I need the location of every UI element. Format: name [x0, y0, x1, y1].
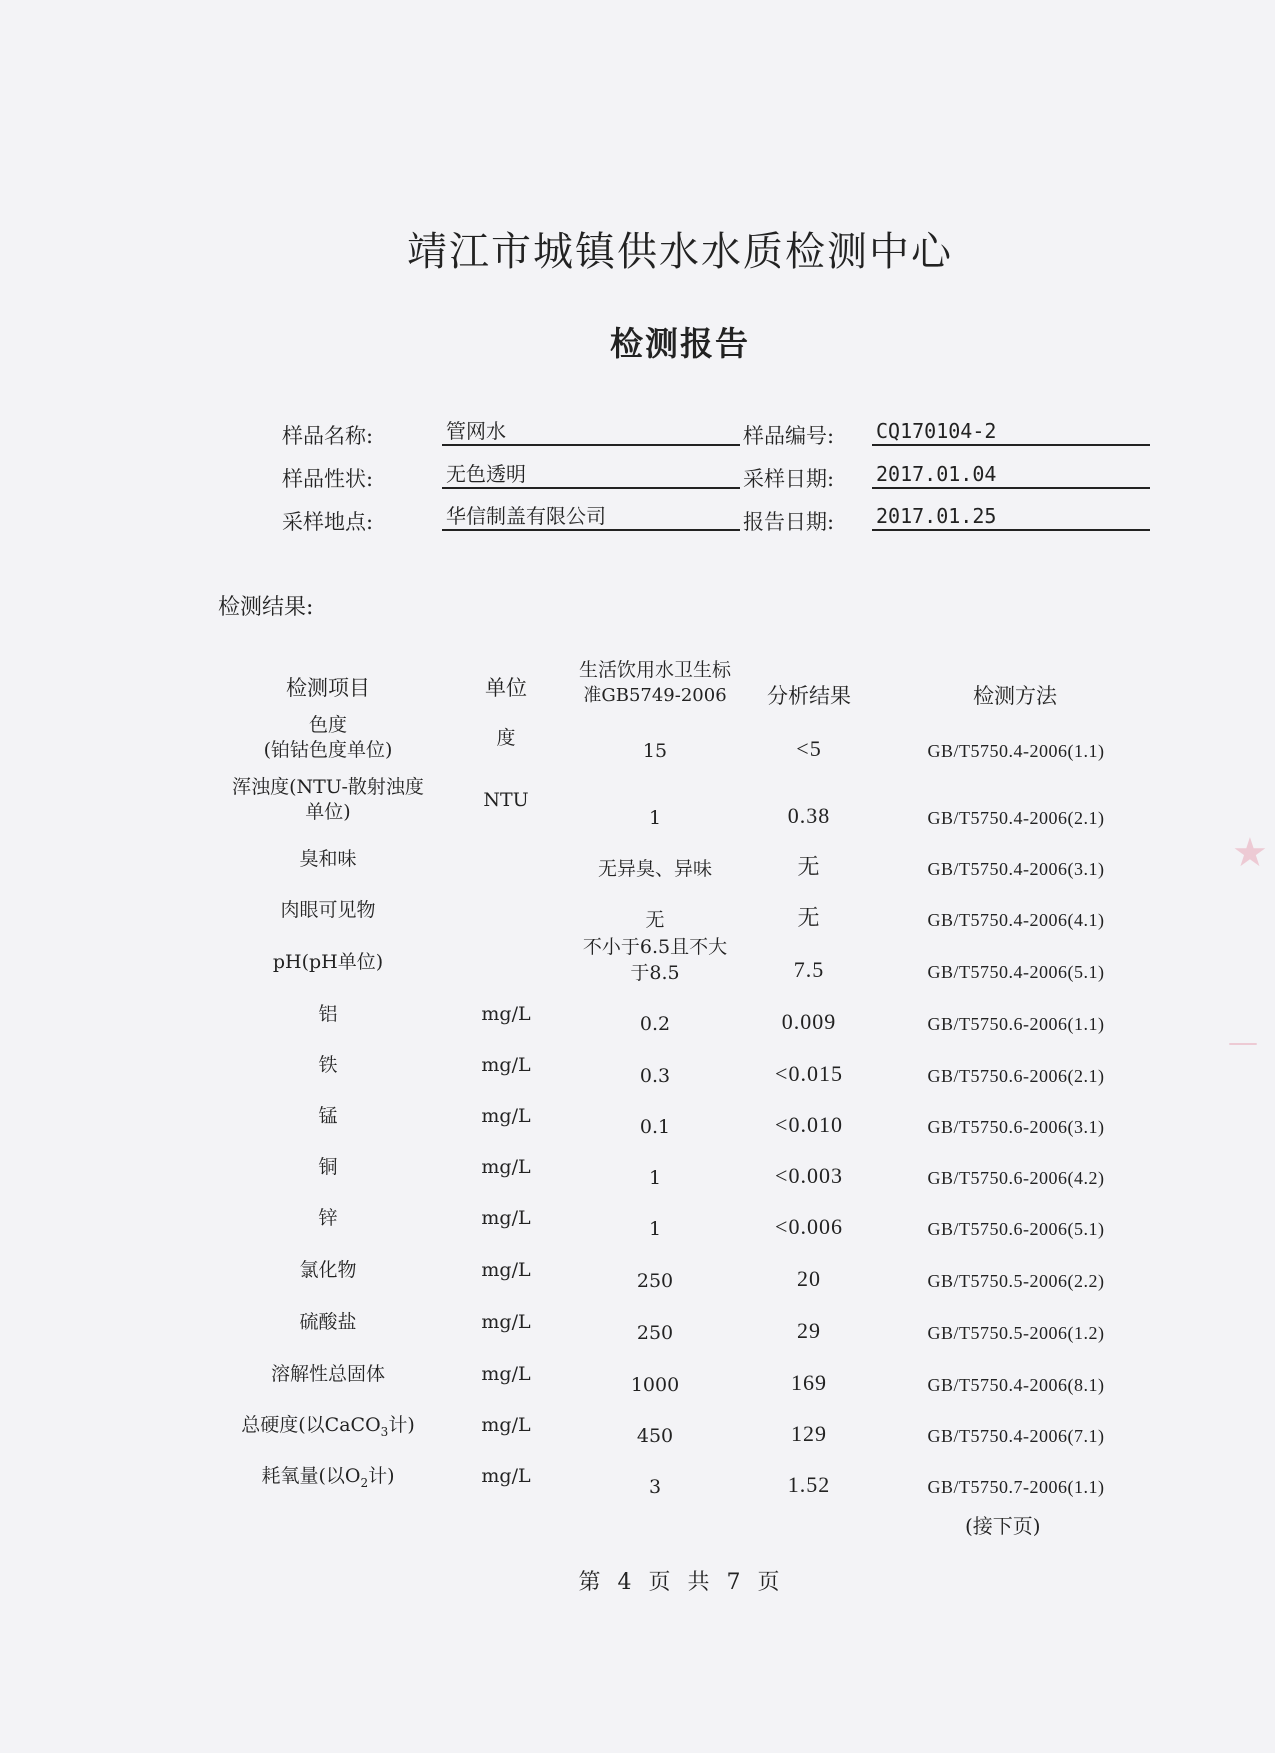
- row-oxygen-consumption-item: 耗氧量(以$O_2$计): [261, 1465, 395, 1490]
- report-date-label: 报告日期:: [743, 510, 835, 534]
- row-color-method: GB/T5750.4-2006(1.1): [927, 741, 1105, 761]
- row-odor-item: 臭和味: [299, 848, 357, 870]
- row-manganese-method: GB/T5750.6-2006(3.1): [927, 1117, 1105, 1137]
- row-copper-method: GB/T5750.6-2006(4.2): [927, 1168, 1105, 1188]
- row-odor-result: 无: [797, 854, 821, 879]
- continued-note: (接下页): [965, 1514, 1041, 1538]
- row-copper-standard: 1: [648, 1167, 662, 1189]
- row-tds-unit: mg/L: [481, 1363, 531, 1385]
- row-oxygen-consumption-method: GB/T5750.7-2006(1.1): [927, 1477, 1105, 1497]
- sampling-location-label: 采样地点:: [282, 510, 374, 534]
- row-turbidity-result: 0.38: [787, 803, 831, 828]
- row-color-item-line2: (铂钴色度单位): [263, 739, 393, 761]
- sample-appearance-value: 无色透明: [442, 461, 740, 489]
- seal-fragment-icon: ★: [1232, 830, 1268, 876]
- report-date-value: 2017.01.25: [872, 503, 1150, 531]
- row-aluminum-standard: 0.2: [639, 1013, 671, 1035]
- header-standard-line2: 准GB5749-2006: [583, 685, 727, 706]
- row-turbidity-method: GB/T5750.4-2006(2.1): [927, 808, 1105, 828]
- row-turbidity-item: 浑浊度(NTU-散射浊度: [232, 776, 424, 798]
- row-iron-method: GB/T5750.6-2006(2.1): [927, 1066, 1105, 1086]
- row-copper-unit: mg/L: [481, 1156, 531, 1178]
- row-ph-result: 7.5: [793, 957, 825, 982]
- row-tds-result: 169: [791, 1370, 827, 1395]
- row-aluminum-item: 铝: [318, 1003, 338, 1025]
- row-turbidity-item-line2: 单位): [305, 801, 351, 823]
- row-manganese-result: <0.010: [775, 1112, 843, 1137]
- sample-appearance-label: 样品性状:: [282, 467, 374, 491]
- row-zinc-standard: 1: [648, 1218, 662, 1240]
- sampling-location-value: 华信制盖有限公司: [442, 503, 740, 531]
- row-sulfate-unit: mg/L: [481, 1311, 531, 1333]
- row-zinc-unit: mg/L: [481, 1207, 531, 1229]
- sample-name-value: 管网水: [442, 418, 740, 446]
- row-hardness-standard: 450: [636, 1425, 674, 1447]
- row-copper-result: <0.003: [775, 1163, 843, 1188]
- row-zinc-result: <0.006: [775, 1214, 843, 1239]
- row-ph-item: pH(pH单位): [272, 951, 384, 973]
- row-manganese-unit: mg/L: [481, 1105, 531, 1127]
- row-sulfate-result: 29: [797, 1318, 821, 1343]
- row-hardness-unit: mg/L: [481, 1414, 531, 1436]
- sample-name-label: 样品名称:: [282, 424, 374, 448]
- row-aluminum-result: 0.009: [781, 1009, 837, 1034]
- sample-number-value: CQ170104-2: [872, 418, 1150, 446]
- row-aluminum-unit: mg/L: [481, 1003, 531, 1025]
- header-method: 检测方法: [973, 684, 1057, 708]
- row-chloride-method: GB/T5750.5-2006(2.2): [927, 1271, 1105, 1291]
- row-ph-standard-line2: 于8.5: [630, 962, 680, 984]
- row-tds-standard: 1000: [630, 1374, 680, 1396]
- page-number: 第 4 页 共 7 页: [578, 1570, 782, 1595]
- row-odor-standard: 无异臭、异味: [597, 858, 712, 880]
- row-color-item: 色度: [308, 714, 347, 736]
- results-heading: 检测结果:: [218, 595, 314, 620]
- row-ph-method: GB/T5750.4-2006(5.1): [927, 962, 1105, 982]
- row-oxygen-consumption-result: 1.52: [787, 1472, 831, 1497]
- row-hardness-result: 129: [791, 1421, 827, 1446]
- row-turbidity-standard: 1: [648, 807, 662, 829]
- report-title: 检测报告: [610, 324, 750, 363]
- row-oxygen-consumption-unit: mg/L: [481, 1465, 531, 1487]
- row-tds-method: GB/T5750.4-2006(8.1): [927, 1375, 1105, 1395]
- row-odor-method: GB/T5750.4-2006(3.1): [927, 859, 1105, 879]
- row-zinc-method: GB/T5750.6-2006(5.1): [927, 1219, 1105, 1239]
- row-tds-item: 溶解性总固体: [270, 1363, 385, 1385]
- row-iron-standard: 0.3: [639, 1065, 671, 1087]
- row-oxygen-consumption-standard: 3: [648, 1476, 662, 1498]
- row-visible-matter-method: GB/T5750.4-2006(4.1): [927, 910, 1105, 930]
- row-hardness-method: GB/T5750.4-2006(7.1): [927, 1426, 1105, 1446]
- sampling-date-label: 采样日期:: [743, 467, 835, 491]
- row-chloride-standard: 250: [636, 1270, 674, 1292]
- seal-edge-icon: —: [1228, 1025, 1258, 1060]
- row-color-standard: 15: [642, 740, 668, 762]
- row-visible-matter-result: 无: [797, 905, 821, 930]
- row-manganese-item: 锰: [318, 1105, 338, 1127]
- row-sulfate-standard: 250: [636, 1322, 674, 1344]
- header-unit: 单位: [485, 676, 527, 700]
- header-standard-line1: 生活饮用水卫生标: [578, 659, 731, 681]
- row-iron-result: <0.015: [775, 1061, 843, 1086]
- row-copper-item: 铜: [318, 1156, 338, 1178]
- organization-title: 靖江市城镇供水水质检测中心: [407, 229, 953, 275]
- row-chloride-item: 氯化物: [299, 1259, 357, 1281]
- sample-number-label: 样品编号:: [743, 424, 835, 448]
- row-chloride-unit: mg/L: [481, 1259, 531, 1281]
- row-manganese-standard: 0.1: [639, 1116, 671, 1138]
- row-aluminum-method: GB/T5750.6-2006(1.1): [927, 1014, 1105, 1034]
- row-sulfate-item: 硫酸盐: [299, 1311, 357, 1333]
- sampling-date-value: 2017.01.04: [872, 461, 1150, 489]
- header-item: 检测项目: [286, 676, 370, 700]
- row-turbidity-unit: NTU: [483, 789, 529, 811]
- row-visible-matter-standard: 无: [645, 909, 665, 931]
- row-chloride-result: 20: [797, 1266, 821, 1291]
- header-result: 分析结果: [767, 684, 851, 708]
- row-ph-standard: 不小于6.5且不大: [582, 936, 728, 958]
- row-color-unit: 度: [496, 727, 516, 749]
- row-iron-unit: mg/L: [481, 1054, 531, 1076]
- row-visible-matter-item: 肉眼可见物: [280, 899, 376, 921]
- row-hardness-item: 总硬度(以CaCO$_3$计): [241, 1414, 415, 1439]
- row-iron-item: 铁: [318, 1054, 338, 1076]
- row-color-result: <5: [796, 736, 822, 761]
- row-zinc-item: 锌: [318, 1207, 338, 1229]
- row-sulfate-method: GB/T5750.5-2006(1.2): [927, 1323, 1105, 1343]
